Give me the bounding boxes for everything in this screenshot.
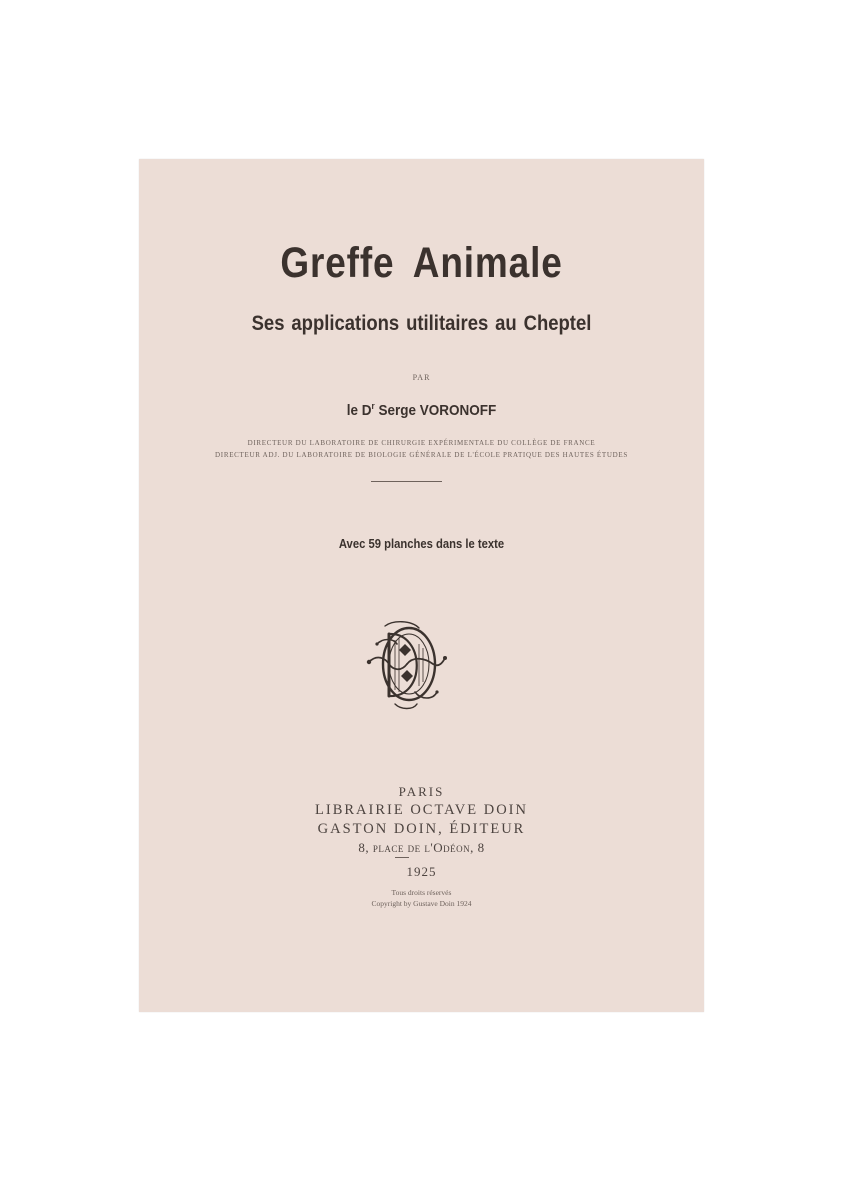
copyright-notice: Copyright by Gustave Doin 1924 — [371, 899, 472, 908]
author-superscript: r — [371, 401, 375, 411]
author-position-2: DIRECTEUR ADJ. DU LABORATOIRE DE BIOLOGIE GÉNÉRALE DE L'ÉCOLE PRATIQUE DES HAUTES ÉTUDES — [215, 451, 628, 459]
author-prefix: le D — [346, 402, 372, 419]
author-line — [167, 401, 676, 419]
publisher-city: PARIS — [398, 784, 445, 799]
author-position-1: DIRECTEUR DU LABORATOIRE DE CHIRURGIE EXPÉRIMENTALE DU COLLÈGE DE FRANCE — [247, 439, 596, 447]
publisher-monogram-logo — [355, 614, 455, 714]
by-label: PAR — [412, 373, 431, 382]
plates-note: Avec 59 planches dans le texte — [338, 537, 505, 551]
publisher-address: 8, place de l'Odéon, 8 — [358, 840, 485, 855]
title-page — [139, 159, 704, 1012]
rights-notice: Tous droits réservés — [391, 888, 452, 897]
author-name: Serge VORONOFF — [374, 402, 497, 419]
small-divider-rule — [395, 857, 409, 858]
publisher-house: LIBRAIRIE OCTAVE DOIN — [315, 802, 528, 818]
divider-rule — [371, 481, 442, 482]
book-subtitle: Ses applications utilitaires au Cheptel — [251, 312, 592, 335]
publisher-editor: GASTON DOIN, ÉDITEUR — [317, 821, 526, 837]
publication-year: 1925 — [406, 864, 437, 879]
book-title: Greffe Animale — [280, 239, 563, 287]
